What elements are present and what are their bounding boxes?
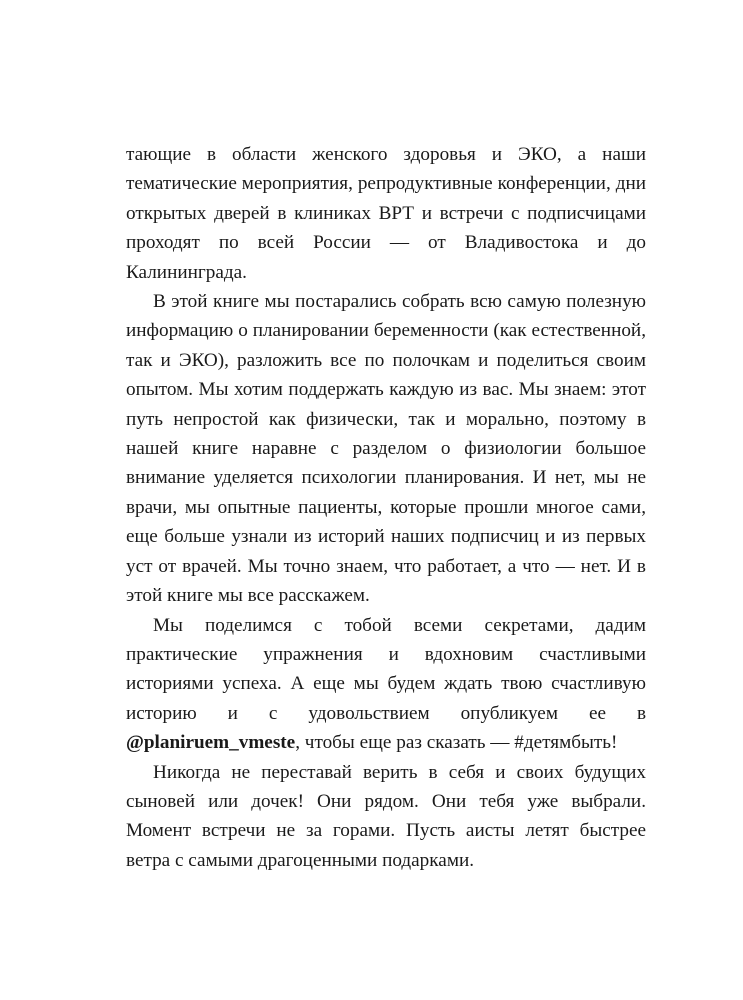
paragraph-book-purpose: В этой книге мы постарались собрать всю самую полезную информацию о планировании беременности (как естественной, так и ЭКО), разложить все по полочкам и поделиться своим опытом. Мы хотим поддержать каждую из вас. Мы знаем: этот путь непростой как физически, так и морально, поэтому в нашей книге наравне с разделом о физиологии большое внимание уделяется психологии планирования. И нет, мы не врачи, мы опытные пациенты, которые прошли многое сами, еще больше узнали из историй наших подписчиц и из первых уст от врачей. Мы точно знаем, что работает, а что — нет. И в этой книге мы все расскажем. (126, 291, 646, 607)
paragraph-secrets-after: , чтобы еще раз сказать — #детямбыть! (295, 732, 618, 754)
paragraph-continuation: тающие в области женского здоровья и ЭКО, а наши тематические мероприятия, репродуктивные конференции, дни открытых дверей в клиниках ВРТ и встречи с подписчицами проходят по всей России — от Владивостока и до Калининграда. (126, 144, 646, 283)
body-text (126, 140, 646, 875)
paragraph-closing: Никогда не переставай верить в себя и своих будущих сыновей или дочек! Они рядом. Они тебя уже выбрали. Момент встречи не за горами. Пусть аисты летят быстрее ветра с самыми драгоценными подарками. (126, 761, 646, 871)
paragraph-secrets (126, 611, 646, 758)
paragraph-secrets-before: Мы поделимся с тобой всеми секретами, дадим практические упражнения и вдохновим счастливыми историями успеха. А еще мы будем ждать твою счастливую историю и с удовольствием опубликуем ее в (126, 614, 646, 724)
instagram-handle: @planiruem_vmeste (126, 732, 296, 754)
